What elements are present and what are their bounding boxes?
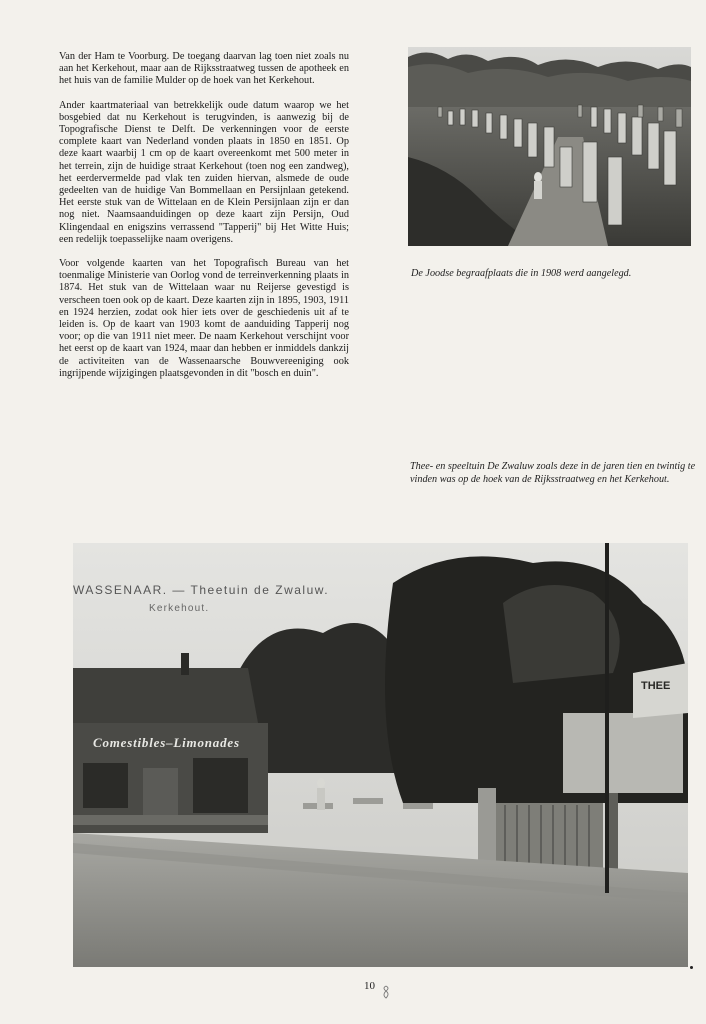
article-text-column [59, 51, 349, 392]
paragraph-1: Van der Ham te Voorburg. De toegang daarvan lag toen niet zoals nu aan het Kerkehout, maar aan de Rijksstraatweg tussen de apotheek en het huis van de familie Mulder op de hoek van het Kerkehout. [59, 51, 349, 87]
page-number: 10 [364, 980, 375, 992]
shop-sign: Comestibles–Limonades [93, 735, 240, 750]
handwritten-mark [380, 985, 392, 999]
postcard-title: WASSENAAR. — Theetuin de Zwaluw. [73, 583, 330, 597]
ink-speck [690, 966, 693, 969]
cemetery-photo [408, 47, 691, 246]
paragraph-3: Voor volgende kaarten van het Topografisch Bureau van het toenmalige Ministerie van Oorlog vond de terreinverkenning plaats in 1874. Het stuk van de Wittelaan waar nu Reijerse gevestigd is verscheen toen ook op de kaart. Deze kaarten zijn in 1895, 1903, 1911 en 1924 herzien, zodat ook hier iets over de geschiedenis uit af te leiden is. Op de kaart van 1903 komt de aanduiding Tapperij nog voor; op die van 1911 niet meer. De naam Kerkehout verschijnt voor het eerst op de kaart van 1924, maar dan hebben er inmiddels dankzij de activiteiten van de Wassenaarsche Bouwvereeniging ook ingrijpende wijzigingen plaatsgevonden in dit "bosch en duin". [59, 258, 349, 379]
postcard-subtitle: Kerkehout. [149, 603, 210, 614]
zwaluw-caption: Thee- en speeltuin De Zwaluw zoals deze in de jaren tien en twintig te vinden was op de hoek van de Rijksstraatweg en het Kerkehout. [410, 461, 696, 485]
right-sign: THEE [641, 680, 671, 692]
paragraph-2: Ander kaartmateriaal van betrekkelijk oude datum waarop we het bosgebied dat nu Kerkehout is terugvinden, is aanwezig bij de Topografische Dienst te Delft. De verkenningen voor de eerste complete kaart van Nederland vonden plaats in 1850 en 1851. Op deze kaart waarbij 1 cm op de kaart overeenkomt met 500 meter in het terrein, zijn de huidige straat Kerkehout (toen nog een zandweg), het eerdervermelde pad vlak ten zuiden hiervan, alsmede de oude gedeelten van de huidige Van Bommellaan en Persijnlaan getekend. Het eerste stuk van de Wittelaan en de Klein Persijnlaan zijn er dan nog niet. Naamsaanduidingen op deze kaart zijn Persijn, Oud Klingendaal en enigszins verrassend "Tapperij" bij Het Witte Huis; een redelijk toepasselijke naam overigens. [59, 99, 349, 245]
tea-garden-photo [73, 543, 688, 967]
cemetery-caption: De Joodse begraafplaats die in 1908 werd aangelegd. [411, 268, 632, 279]
